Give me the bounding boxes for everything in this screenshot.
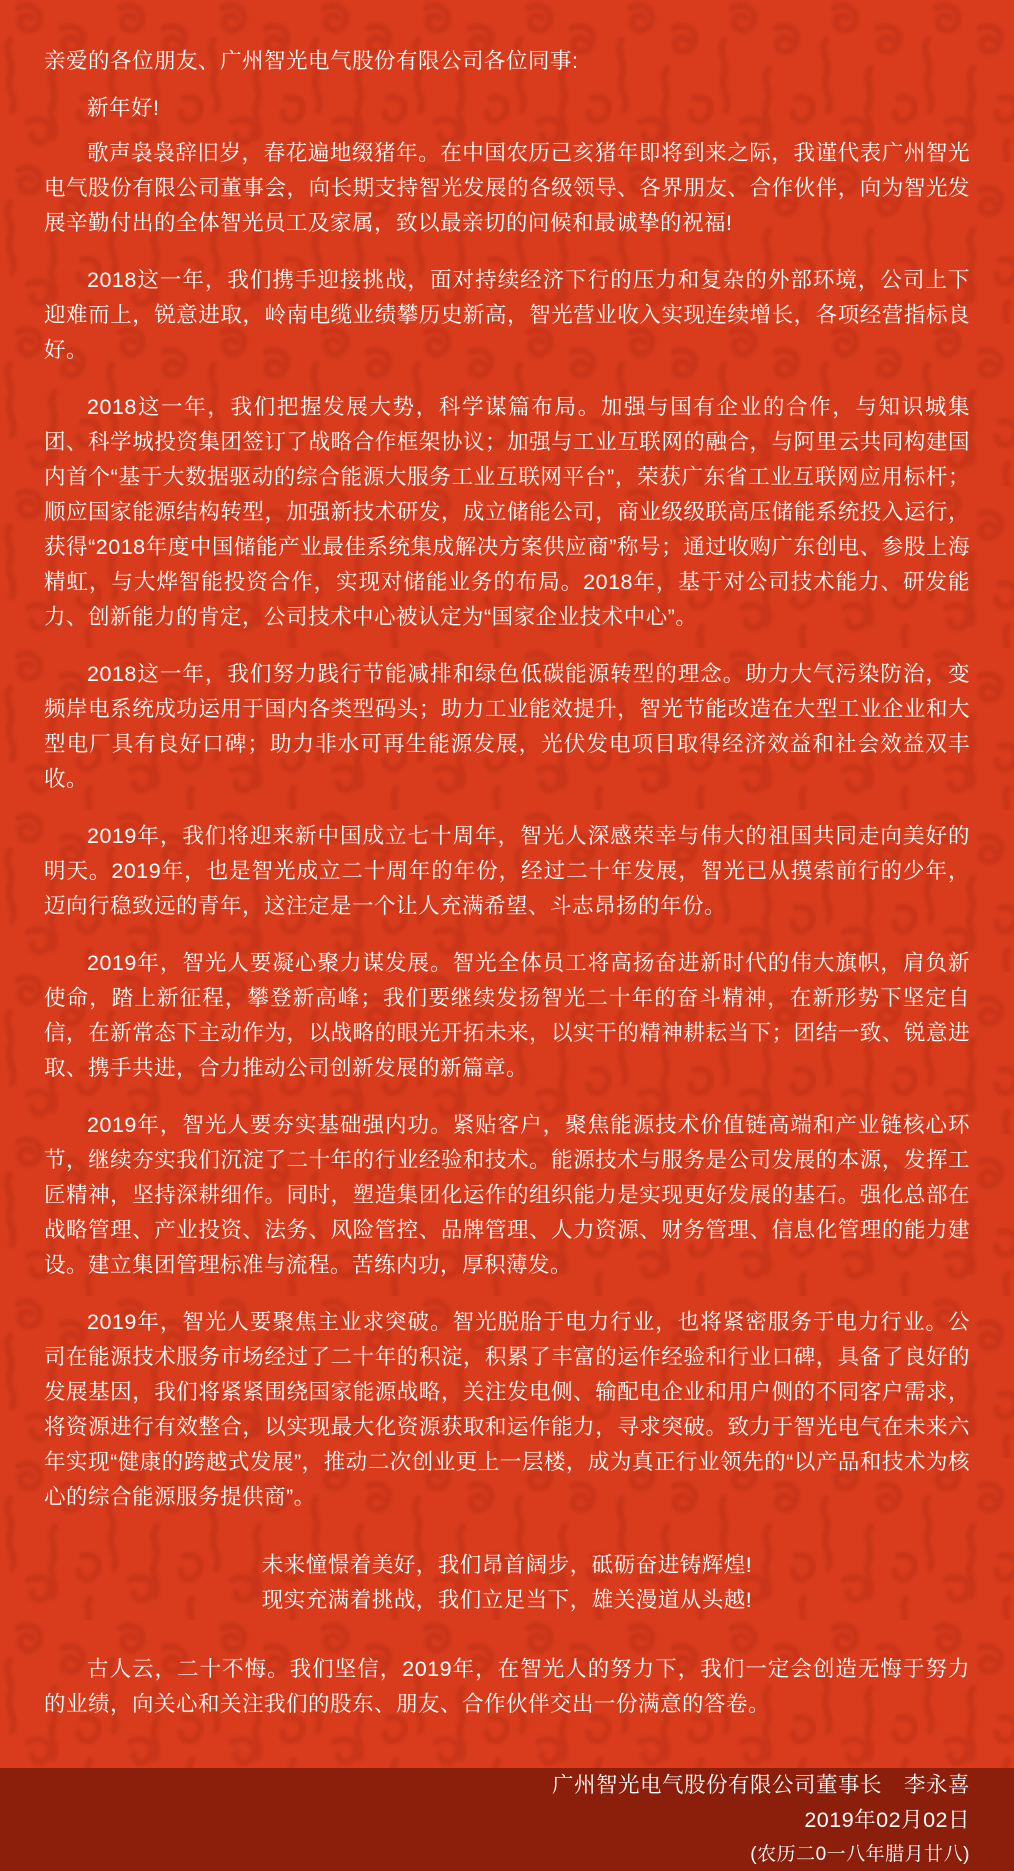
- signature: 广州智光电气股份有限公司董事长 李永喜: [551, 1773, 970, 1797]
- paragraph: 2019年，智光人要夯实基础强内功。紧贴客户，聚焦能源技术价值链高端和产业链核心环节，继续夯实我们沉淀了二十年的行业经验和技术。能源技术与服务是公司发展的本源，发挥工匠精神，坚持深耕细作。同时，塑造集团化运作的组织能力是实现更好发展的基石。强化总部在战略管理、产业投资、法务、风险管控、品牌管理、人力资源、财务管理、信息化管理的能力建设。建立集团管理标准与流程。苦练内功，厚积薄发。: [44, 1113, 970, 1277]
- greeting: 新年好!: [87, 96, 160, 120]
- paragraph: 2019年，智光人要凝心聚力谋发展。智光全体员工将高扬奋进新时代的伟大旗帜，肩负新使命，踏上新征程，攀登新高峰；我们要继续发扬智光二十年的奋斗精神，在新形势下坚定自信，在新常态下主动作为，以战略的眼光开拓未来，以实干的精神耕耘当下；团结一致、锐意进取、携手共进，合力推动公司创新发展的新篇章。: [44, 951, 970, 1080]
- lunar-date: (农历二0一八年腊月廿八): [750, 1844, 970, 1865]
- date: 2019年02月02日: [804, 1808, 970, 1832]
- salutation: 亲爱的各位朋友、广州智光电气股份有限公司各位同事:: [44, 49, 579, 73]
- slogan-line: 现实充满着挑战，我们立足当下，雄关漫道从头越!: [261, 1588, 753, 1612]
- paragraph: 2018这一年，我们携手迎接挑战，面对持续经济下行的压力和复杂的外部环境，公司上下迎难而上，锐意进取，岭南电缆业绩攀历史新高，智光营业收入实现连续增长，各项经营指标良好。: [44, 268, 970, 362]
- paragraph: 2019年，我们将迎来新中国成立七十周年，智光人深感荣幸与伟大的祖国共同走向美好的明天。2019年，也是智光成立二十周年的年份，经过二十年发展，智光已从摸索前行的少年，迈向行稳致远的青年，这注定是一个让人充满希望、斗志昂扬的年份。: [44, 824, 970, 918]
- paragraph: 2018这一年，我们把握发展大势，科学谋篇布局。加强与国有企业的合作，与知识城集团、科学城投资集团签订了战略合作框架协议；加强与工业互联网的融合，与阿里云共同构建国内首个“基于大数据驱动的综合能源大服务工业互联网平台”，荣获广东省工业互联网应用标杆；顺应国家能源结构转型，加强新技术研发，成立储能公司，商业级级联高压储能系统投入运行，获得“2018年度中国储能产业最佳系统集成解决方案供应商”称号；通过收购广东创电、参股上海精虹，与大烨智能投资合作，实现对储能业务的布局。2018年，基于对公司技术能力、研发能力、创新能力的肯定，公司技术中心被认定为“国家企业技术中心”。: [44, 395, 970, 629]
- paragraph: 2019年，智光人要聚焦主业求突破。智光脱胎于电力行业，也将紧密服务于电力行业。公司在能源技术服务市场经过了二十年的积淀，积累了丰富的运作经验和行业口碑，具备了良好的发展基因，我们将紧紧围绕国家能源战略，关注发电侧、输配电企业和用户侧的不同客户需求，将资源进行有效整合，以实现最大化资源获取和运作能力，寻求突破。致力于智光电气在未来六年实现“健康的跨越式发展”，推动二次创业更上一层楼，成为真正行业领先的“以产品和技术为核心的综合能源服务提供商”。: [44, 1310, 970, 1509]
- slogan-block: [44, 1548, 970, 1618]
- signoff-block: [44, 1768, 970, 1871]
- closing-paragraph: 古人云，二十不悔。我们坚信，2019年，在智光人的努力下，我们一定会创造无悔于努力的业绩，向关心和关注我们的股东、朋友、合作伙伴交出一份满意的答卷。: [44, 1657, 970, 1716]
- slogan-line: 未来憧憬着美好，我们昂首阔步，砥砺奋进铸辉煌!: [261, 1553, 753, 1577]
- paragraph: 歌声袅袅辞旧岁，春花遍地缀猪年。在中国农历己亥猪年即将到来之际，我谨代表广州智光电气股份有限公司董事会，向长期支持智光发展的各级领导、各界朋友、合作伙伴，向为智光发展辛勤付出的全体智光员工及家属，致以最亲切的问候和最诚挚的祝福!: [44, 141, 970, 235]
- paragraph: 2018这一年，我们努力践行节能减排和绿色低碳能源转型的理念。助力大气污染防治，变频岸电系统成功运用于国内各类型码头；助力工业能效提升，智光节能改造在大型工业企业和大型电厂具有良好口碑；助力非水可再生能源发展，光伏发电项目取得经济效益和社会效益双丰收。: [44, 662, 970, 791]
